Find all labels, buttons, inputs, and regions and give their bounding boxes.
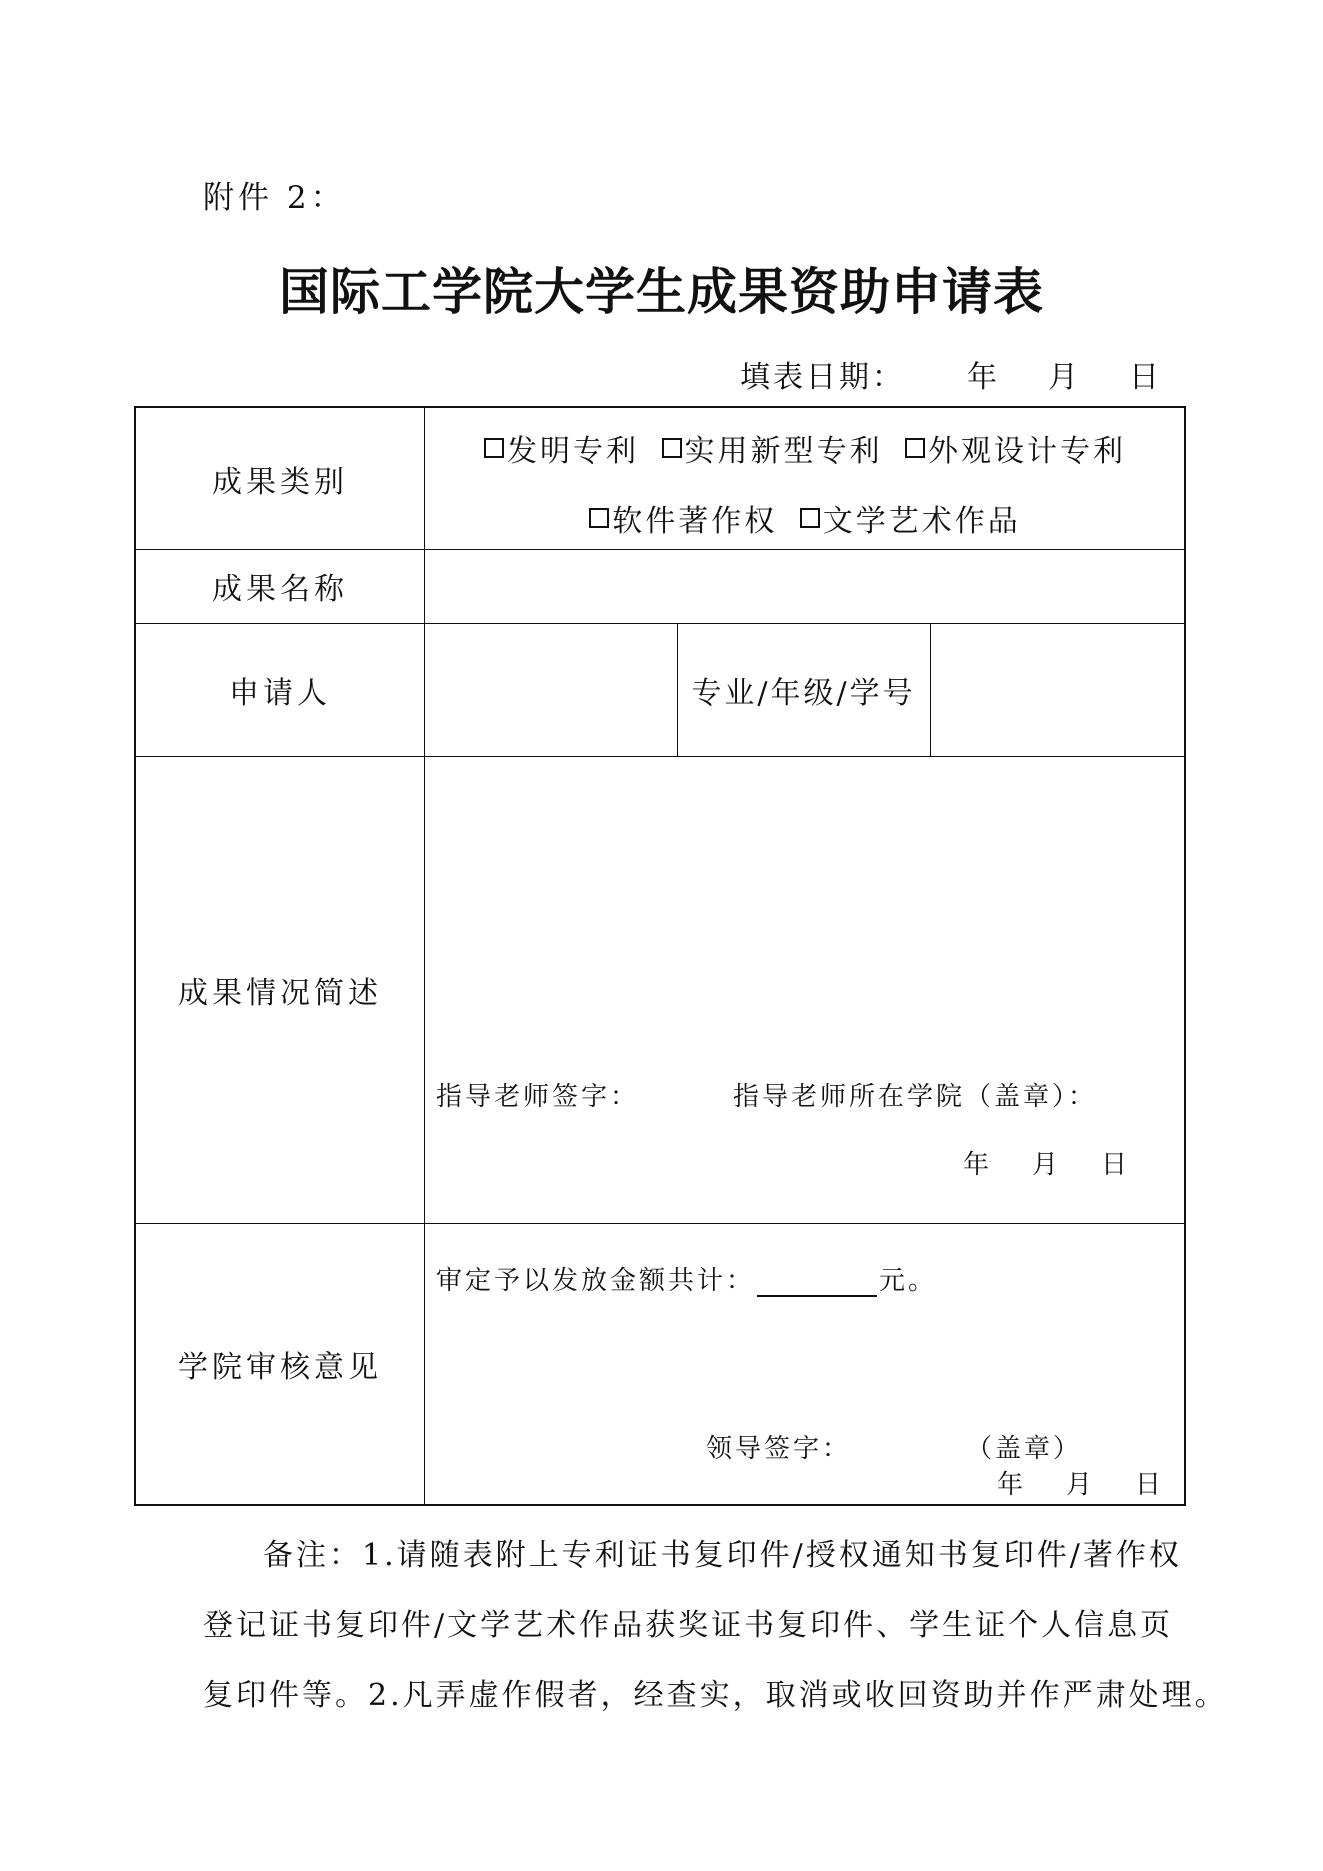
review-date-day: 日 [1135, 1470, 1165, 1500]
approved-amount-prefix: 审定予以发放金额共计： [436, 1266, 756, 1296]
applicant-label: 申请人 [229, 675, 331, 711]
summary-label: 成果情况简述 [178, 975, 382, 1011]
checkbox-icon[interactable] [905, 438, 925, 458]
remarks-line-2: 登记证书复印件/文学艺术作品获奖证书复印件、学生证个人信息页 [203, 1608, 1174, 1643]
summary-date-day: 日 [1101, 1150, 1131, 1180]
attachment-label: 附件 2： [203, 180, 346, 216]
approved-amount [436, 1260, 937, 1297]
remarks-line-3: 复印件等。2.凡弄虚作假者，经查实，取消或收回资助并作严肃处理。 [203, 1678, 1228, 1713]
achievement-name-field[interactable] [424, 549, 1184, 623]
application-form-table [134, 406, 1186, 1506]
checkbox-icon[interactable] [484, 438, 504, 458]
advisor-signature-label: 指导老师签字： [436, 1082, 640, 1112]
leader-signature-label: 领导签字： [706, 1434, 852, 1464]
achievement-name-label: 成果名称 [212, 572, 348, 607]
review-date [997, 1464, 1164, 1501]
advisor-college-seal-label: 指导老师所在学院（盖章）： [733, 1082, 1098, 1112]
summary-date-year: 年 [963, 1150, 993, 1180]
fill-date [740, 352, 1162, 396]
approved-amount-suffix: 元。 [879, 1266, 938, 1296]
major-grade-id-label: 专业/年级/学号 [691, 675, 916, 711]
category-label: 成果类别 [212, 464, 348, 500]
option-invention-patent[interactable]: 发明专利 [484, 426, 639, 470]
category-options [424, 408, 1186, 549]
option-literary-artwork[interactable]: 文学艺术作品 [800, 496, 1021, 540]
summary-date [963, 1144, 1130, 1181]
option-design-patent[interactable]: 外观设计专利 [905, 426, 1126, 470]
summary-date-month: 月 [1032, 1150, 1062, 1180]
checkbox-icon[interactable] [800, 508, 820, 528]
remarks-line-1: 备注：1.请随表附上专利证书复印件/授权通知书复印件/著作权 [263, 1538, 1182, 1573]
applicant-field[interactable] [424, 623, 677, 756]
major-grade-id-field[interactable] [930, 623, 1184, 756]
fill-date-month: 月 [1048, 360, 1081, 395]
checkbox-icon[interactable] [662, 438, 682, 458]
review-date-year: 年 [997, 1470, 1027, 1500]
fill-date-label: 填表日期： [740, 360, 905, 395]
review-date-month: 月 [1066, 1470, 1096, 1500]
fill-date-year: 年 [967, 360, 1000, 395]
checkbox-icon[interactable] [589, 508, 609, 528]
fill-date-day: 日 [1129, 360, 1162, 395]
seal-label: （盖章） [966, 1434, 1083, 1464]
college-review-label: 学院审核意见 [178, 1349, 382, 1385]
option-utility-model-patent[interactable]: 实用新型专利 [662, 426, 883, 470]
option-software-copyright[interactable]: 软件著作权 [589, 496, 777, 540]
amount-blank-field[interactable] [757, 1271, 877, 1297]
page-title: 国际工学院大学生成果资助申请表 [279, 263, 1044, 321]
